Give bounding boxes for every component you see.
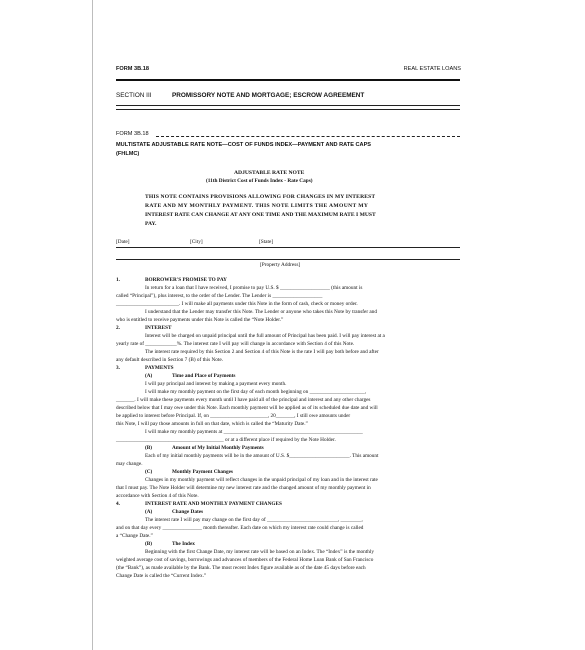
section-divider-2 — [116, 109, 460, 110]
notice-line: INTEREST RATE CAN CHANGE AT ANY ONE TIME AND THE MAXIMUM RATE I MUST — [145, 212, 376, 218]
subsection-label: (B) — [145, 445, 152, 451]
state-field-label: [State] — [259, 239, 274, 245]
section-number: 1. — [116, 277, 120, 283]
section-heading: BORROWER'S PROMISE TO PAY — [145, 277, 227, 283]
body-text-line: Change Date is called the “Current Index.” — [116, 573, 207, 579]
subsection-heading: Monthly Payment Changes — [172, 469, 233, 475]
body-text-line: be applied to interest before Principal. If, on ______________________, 20_______, I still owe amounts under — [116, 413, 351, 419]
body-text-line: accordance with Section 4 of this Note. — [116, 493, 199, 499]
property-address-rule — [116, 259, 460, 260]
note-subtitle: (11th District Cost of Funds Index - Rate Caps) — [206, 178, 313, 184]
note-title: ADJUSTABLE RATE NOTE — [234, 170, 305, 176]
section-title: PROMISSORY NOTE AND MORTGAGE; ESCROW AGREEMENT — [172, 92, 365, 99]
body-text-line: that I must pay. The Note Holder will determine my new interest rate and the changed amount of my monthly payment in — [116, 485, 371, 491]
doc-title-sub: (FHLMC) — [116, 151, 140, 157]
notice-line: PAY. — [145, 221, 157, 227]
body-text-line: _________________________________________ or at a different place if required by the Note Holder. — [116, 437, 336, 443]
body-text-line: Beginning with the first Change Date, my interest rate will be based on an Index. The “Index” is the monthly — [145, 549, 374, 555]
body-text-line: and on that day every _______________ month thereafter. Each date on which my interest rate could change is called — [116, 525, 364, 531]
body-text-line: called “Principal”), plus interest, to the order of the Lender. The Lender is ___________________ — [116, 293, 323, 299]
form-id: FORM 3B.18 — [116, 66, 149, 72]
body-text-line: Interest will be charged on unpaid principal until the full amount of Principal has been paid. I will pay interest at a — [145, 333, 385, 339]
form-label-rule — [156, 136, 460, 137]
body-text-line: I will make my monthly payments at _____________________________________________________ — [145, 429, 363, 435]
section-label: SECTION III — [116, 92, 152, 99]
notice-line: THIS NOTE CONTAINS PROVISIONS ALLOWING FOR CHANGES IN MY INTEREST — [145, 194, 376, 200]
form-label: FORM 3B.18 — [116, 131, 149, 137]
body-text-line: The interest rate I will pay may change on the first day of ___________________________, ________, — [145, 517, 363, 523]
body-text-line: In return for a loan that I have received, I promise to pay U.S. $ ___________________ (this amount is — [145, 285, 363, 291]
subsection-label: (C) — [145, 469, 153, 475]
body-text-line: weighted average cost of savings, borrowings and advances of members of the Federal Home Loan Bank of San Francisco — [116, 557, 374, 563]
section-heading: INTEREST RATE AND MONTHLY PAYMENT CHANGES — [145, 501, 282, 507]
notice-line: RATE AND MY MONTHLY PAYMENT. THIS NOTE LIMITS THE AMOUNT MY — [145, 203, 369, 209]
section-number: 4. — [116, 501, 120, 507]
property-address-label: [Property Address] — [260, 262, 301, 268]
subsection-label: (B) — [145, 541, 152, 547]
body-text-line: The interest rate required by this Section 2 and Section 4 of this Note is the rate I will pay both before and after — [145, 349, 379, 355]
body-text-line: I will make my monthly payment on the first day of each month beginning on _____________________, — [145, 389, 367, 395]
subsection-heading: Change Dates — [172, 509, 204, 515]
body-text-line: I will pay principal and interest by making a payment every month. — [145, 381, 287, 387]
category-label: REAL ESTATE LOANS — [403, 66, 461, 72]
body-text-line: described below that I may owe under this Note. Each monthly payment will be applied as of its scheduled due date and will — [116, 405, 378, 411]
body-text-line: ________________________. I will make all payments under this Note in the form of cash, check or money order. — [116, 301, 358, 307]
body-text-line: who is entitled to receive payments under this Note is called the “Note Holder.” — [116, 317, 284, 323]
section-number: 3. — [116, 365, 120, 371]
section-number: 2. — [116, 325, 120, 331]
subsection-label: (A) — [145, 509, 153, 515]
body-text-line: may change. — [116, 461, 143, 467]
body-text-line: any default described in Section 7 (B) of this Note. — [116, 357, 224, 363]
subsection-label: (A) — [145, 373, 153, 379]
body-text-line: Each of my initial monthly payments will be in the amount of U.S. $_______________________. This amount — [145, 453, 379, 459]
body-text-line: I understand that the Lender may transfer this Note. The Lender or anyone who takes this Note by transfer and — [145, 309, 377, 315]
section-heading: PAYMENTS — [145, 365, 174, 371]
date-city-state-rule — [116, 247, 460, 248]
subsection-heading: Amount of My Initial Monthly Payments — [172, 445, 264, 451]
body-text-line: _______. I will make these payments every month until I have paid all of the principal and interest and any other charges — [116, 397, 371, 403]
body-text-line: this Note, I will pay those amounts in full on that date, which is called the “Maturity Date.” — [116, 421, 308, 427]
body-text-line: (the “Bank”), as made available by the Bank. The most recent Index figure available as of the date 45 days before each — [116, 565, 366, 571]
section-heading: INTEREST — [145, 325, 172, 331]
date-field-label: [Date] — [116, 239, 130, 245]
subsection-heading: Time and Place of Payments — [172, 373, 236, 379]
body-text-line: yearly rate of ____________%. The interest rate I will pay will change in accordance with Section 4 of this Note. — [116, 341, 355, 347]
section-divider — [116, 105, 460, 106]
header-divider — [116, 79, 460, 81]
city-field-label: [City] — [190, 239, 203, 245]
subsection-heading: The Index — [172, 541, 195, 547]
body-text-line: Changes in my monthly payment will reflect changes in the unpaid principal of my loan and in the interest rate — [145, 477, 378, 483]
doc-title: MULTISTATE ADJUSTABLE RATE NOTE—COST OF FUNDS INDEX—PAYMENT AND RATE CAPS — [116, 142, 372, 148]
body-text-line: a “Change Date.” — [116, 533, 153, 539]
